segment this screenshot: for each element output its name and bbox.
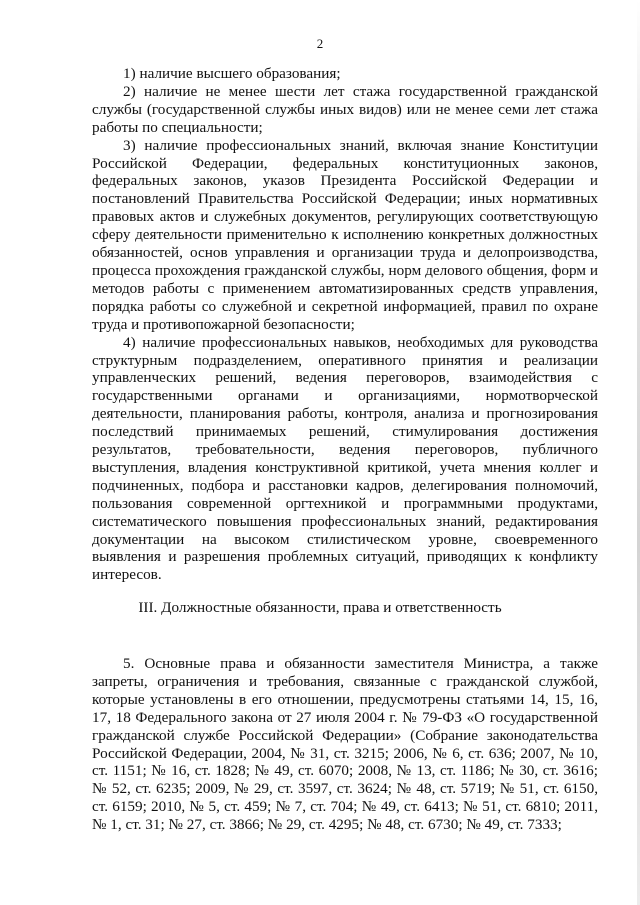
requirement-item-3: 3) наличие профессиональных знаний, включая знание Конституции Российской Федерации, федеральных конституционных законов, федеральных законов, указов Президента Российской Федерации и постановлений Правительства Российской Федерации; иных нормативных правовых актов и служебных документов, регулирующих соответствующую сферу деятельности применительно к исполнению конкретных должностных обязанностей, основ управления и организации труда и делопроизводства, процесса прохождения гражданской службы, норм делового общения, форм и методов работы с применением автоматизированных средств управления, порядка работы со служебной и секретной информацией, правил по охране труда и противопожарной безопасности; (92, 136, 598, 333)
requirement-item-1: 1) наличие высшего образования; (123, 65, 341, 82)
qualification-requirements (92, 65, 598, 584)
requirement-item-4: 4) наличие профессиональных навыков, необходимых для руководства структурным подразделением, оперативного принятия и реализации управленческих решений, ведения переговоров, взаимодействия с государственными органами и организациями, нормотворческой деятельности, планирования работы, контроля, анализа и прогнозирования последствий принимаемых решений, стимулирования достижения результатов, требовательности, ведения переговоров, публичного выступления, владения конструктивной критикой, учета мнения коллег и подчиненных, подбора и расстановки кадров, делегирования полномочий, пользования современной оргтехникой и программными продуктами, систематического повышения профессиональных знаний, редактирования документации на высоком стилистическом уровне, своевременного выявления и разрешения проблемных ситуаций, приводящих к конфликту интересов. (92, 333, 598, 584)
section-heading: III. Должностные обязанности, права и ответственность (138, 599, 502, 616)
paragraph-5: 5. Основные права и обязанности заместителя Министра, а также запреты, ограничения и требования, связанные с гражданской службой, которые установлены в его отношении, предусмотрены статьями 14, 15, 16, 17, 18 Федерального закона от 27 июля 2004 г. № 79-ФЗ «О государственной гражданской службе Российской Федерации» (Собрание законодательства Российской Федерации, 2004, № 31, ст. 3215; 2006, № 6, ст. 636; 2007, № 10, ст. 1151; № 16, ст. 1828; № 49, ст. 6070; 2008, № 13, ст. 1186; № 30, ст. 3616; № 52, ст. 6235; 2009, № 29, ст. 3597, ст. 3624; № 48, ст. 5719; № 51, ст. 6150, ст. 6159; 2010, № 5, ст. 459; № 7, ст. 704; № 49, ст. 6413; № 51, ст. 6810; 2011, № 1, ст. 31; № 27, ст. 3866; № 29, ст. 4295; № 48, ст. 6730; № 49, ст. 7333; (92, 655, 598, 834)
page-number: 2 (316, 36, 324, 51)
requirement-item-2: 2) наличие не менее шести лет стажа государственной гражданской службы (государственной службы иных видов) или не менее семи лет стажа работы по специальности; (92, 82, 598, 136)
section-body (92, 655, 598, 834)
